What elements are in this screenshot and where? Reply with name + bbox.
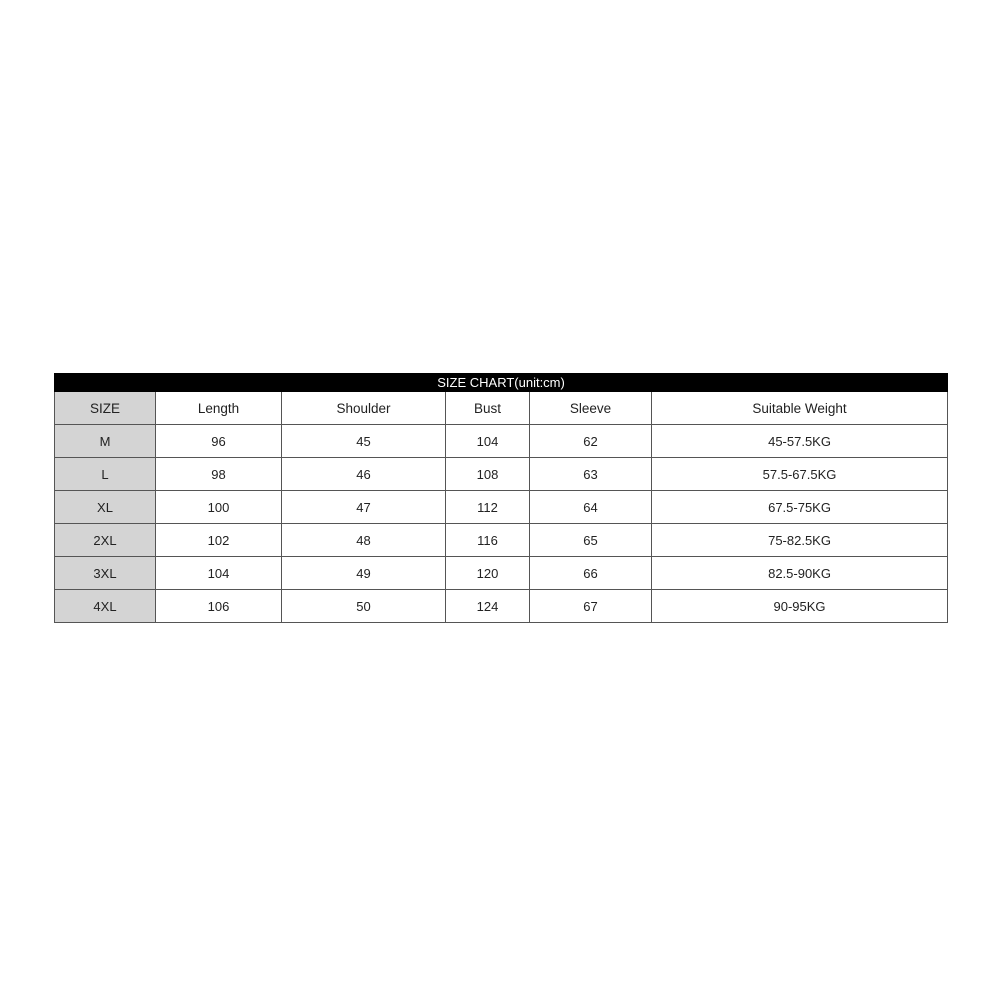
length-cell: 102 <box>156 524 282 557</box>
header-shoulder: Shoulder <box>282 392 446 425</box>
header-length: Length <box>156 392 282 425</box>
shoulder-cell: 47 <box>282 491 446 524</box>
table-row <box>55 524 948 557</box>
bust-cell: 124 <box>446 590 530 623</box>
shoulder-cell: 50 <box>282 590 446 623</box>
size-cell: 2XL <box>55 524 156 557</box>
weight-cell: 75-82.5KG <box>652 524 948 557</box>
bust-cell: 112 <box>446 491 530 524</box>
sleeve-cell: 64 <box>530 491 652 524</box>
length-cell: 96 <box>156 425 282 458</box>
size-cell: 3XL <box>55 557 156 590</box>
shoulder-cell: 46 <box>282 458 446 491</box>
bust-cell: 104 <box>446 425 530 458</box>
weight-cell: 82.5-90KG <box>652 557 948 590</box>
header-row <box>55 392 948 425</box>
bust-cell: 120 <box>446 557 530 590</box>
weight-cell: 90-95KG <box>652 590 948 623</box>
shoulder-cell: 48 <box>282 524 446 557</box>
sleeve-cell: 63 <box>530 458 652 491</box>
header-suitable-weight: Suitable Weight <box>652 392 948 425</box>
header-sleeve: Sleeve <box>530 392 652 425</box>
sleeve-cell: 65 <box>530 524 652 557</box>
table-row <box>55 458 948 491</box>
bust-cell: 116 <box>446 524 530 557</box>
length-cell: 100 <box>156 491 282 524</box>
title-row <box>55 374 948 392</box>
header-bust: Bust <box>446 392 530 425</box>
weight-cell: 67.5-75KG <box>652 491 948 524</box>
sleeve-cell: 62 <box>530 425 652 458</box>
table-row <box>55 425 948 458</box>
weight-cell: 57.5-67.5KG <box>652 458 948 491</box>
size-cell: L <box>55 458 156 491</box>
table-row <box>55 590 948 623</box>
length-cell: 98 <box>156 458 282 491</box>
shoulder-cell: 49 <box>282 557 446 590</box>
chart-title: SIZE CHART(unit:cm) <box>55 374 948 392</box>
bust-cell: 108 <box>446 458 530 491</box>
table-row <box>55 491 948 524</box>
size-cell: 4XL <box>55 590 156 623</box>
header-size: SIZE <box>55 392 156 425</box>
weight-cell: 45-57.5KG <box>652 425 948 458</box>
sleeve-cell: 67 <box>530 590 652 623</box>
size-cell: XL <box>55 491 156 524</box>
size-cell: M <box>55 425 156 458</box>
size-chart-table <box>54 373 948 623</box>
length-cell: 104 <box>156 557 282 590</box>
shoulder-cell: 45 <box>282 425 446 458</box>
sleeve-cell: 66 <box>530 557 652 590</box>
length-cell: 106 <box>156 590 282 623</box>
table-row <box>55 557 948 590</box>
